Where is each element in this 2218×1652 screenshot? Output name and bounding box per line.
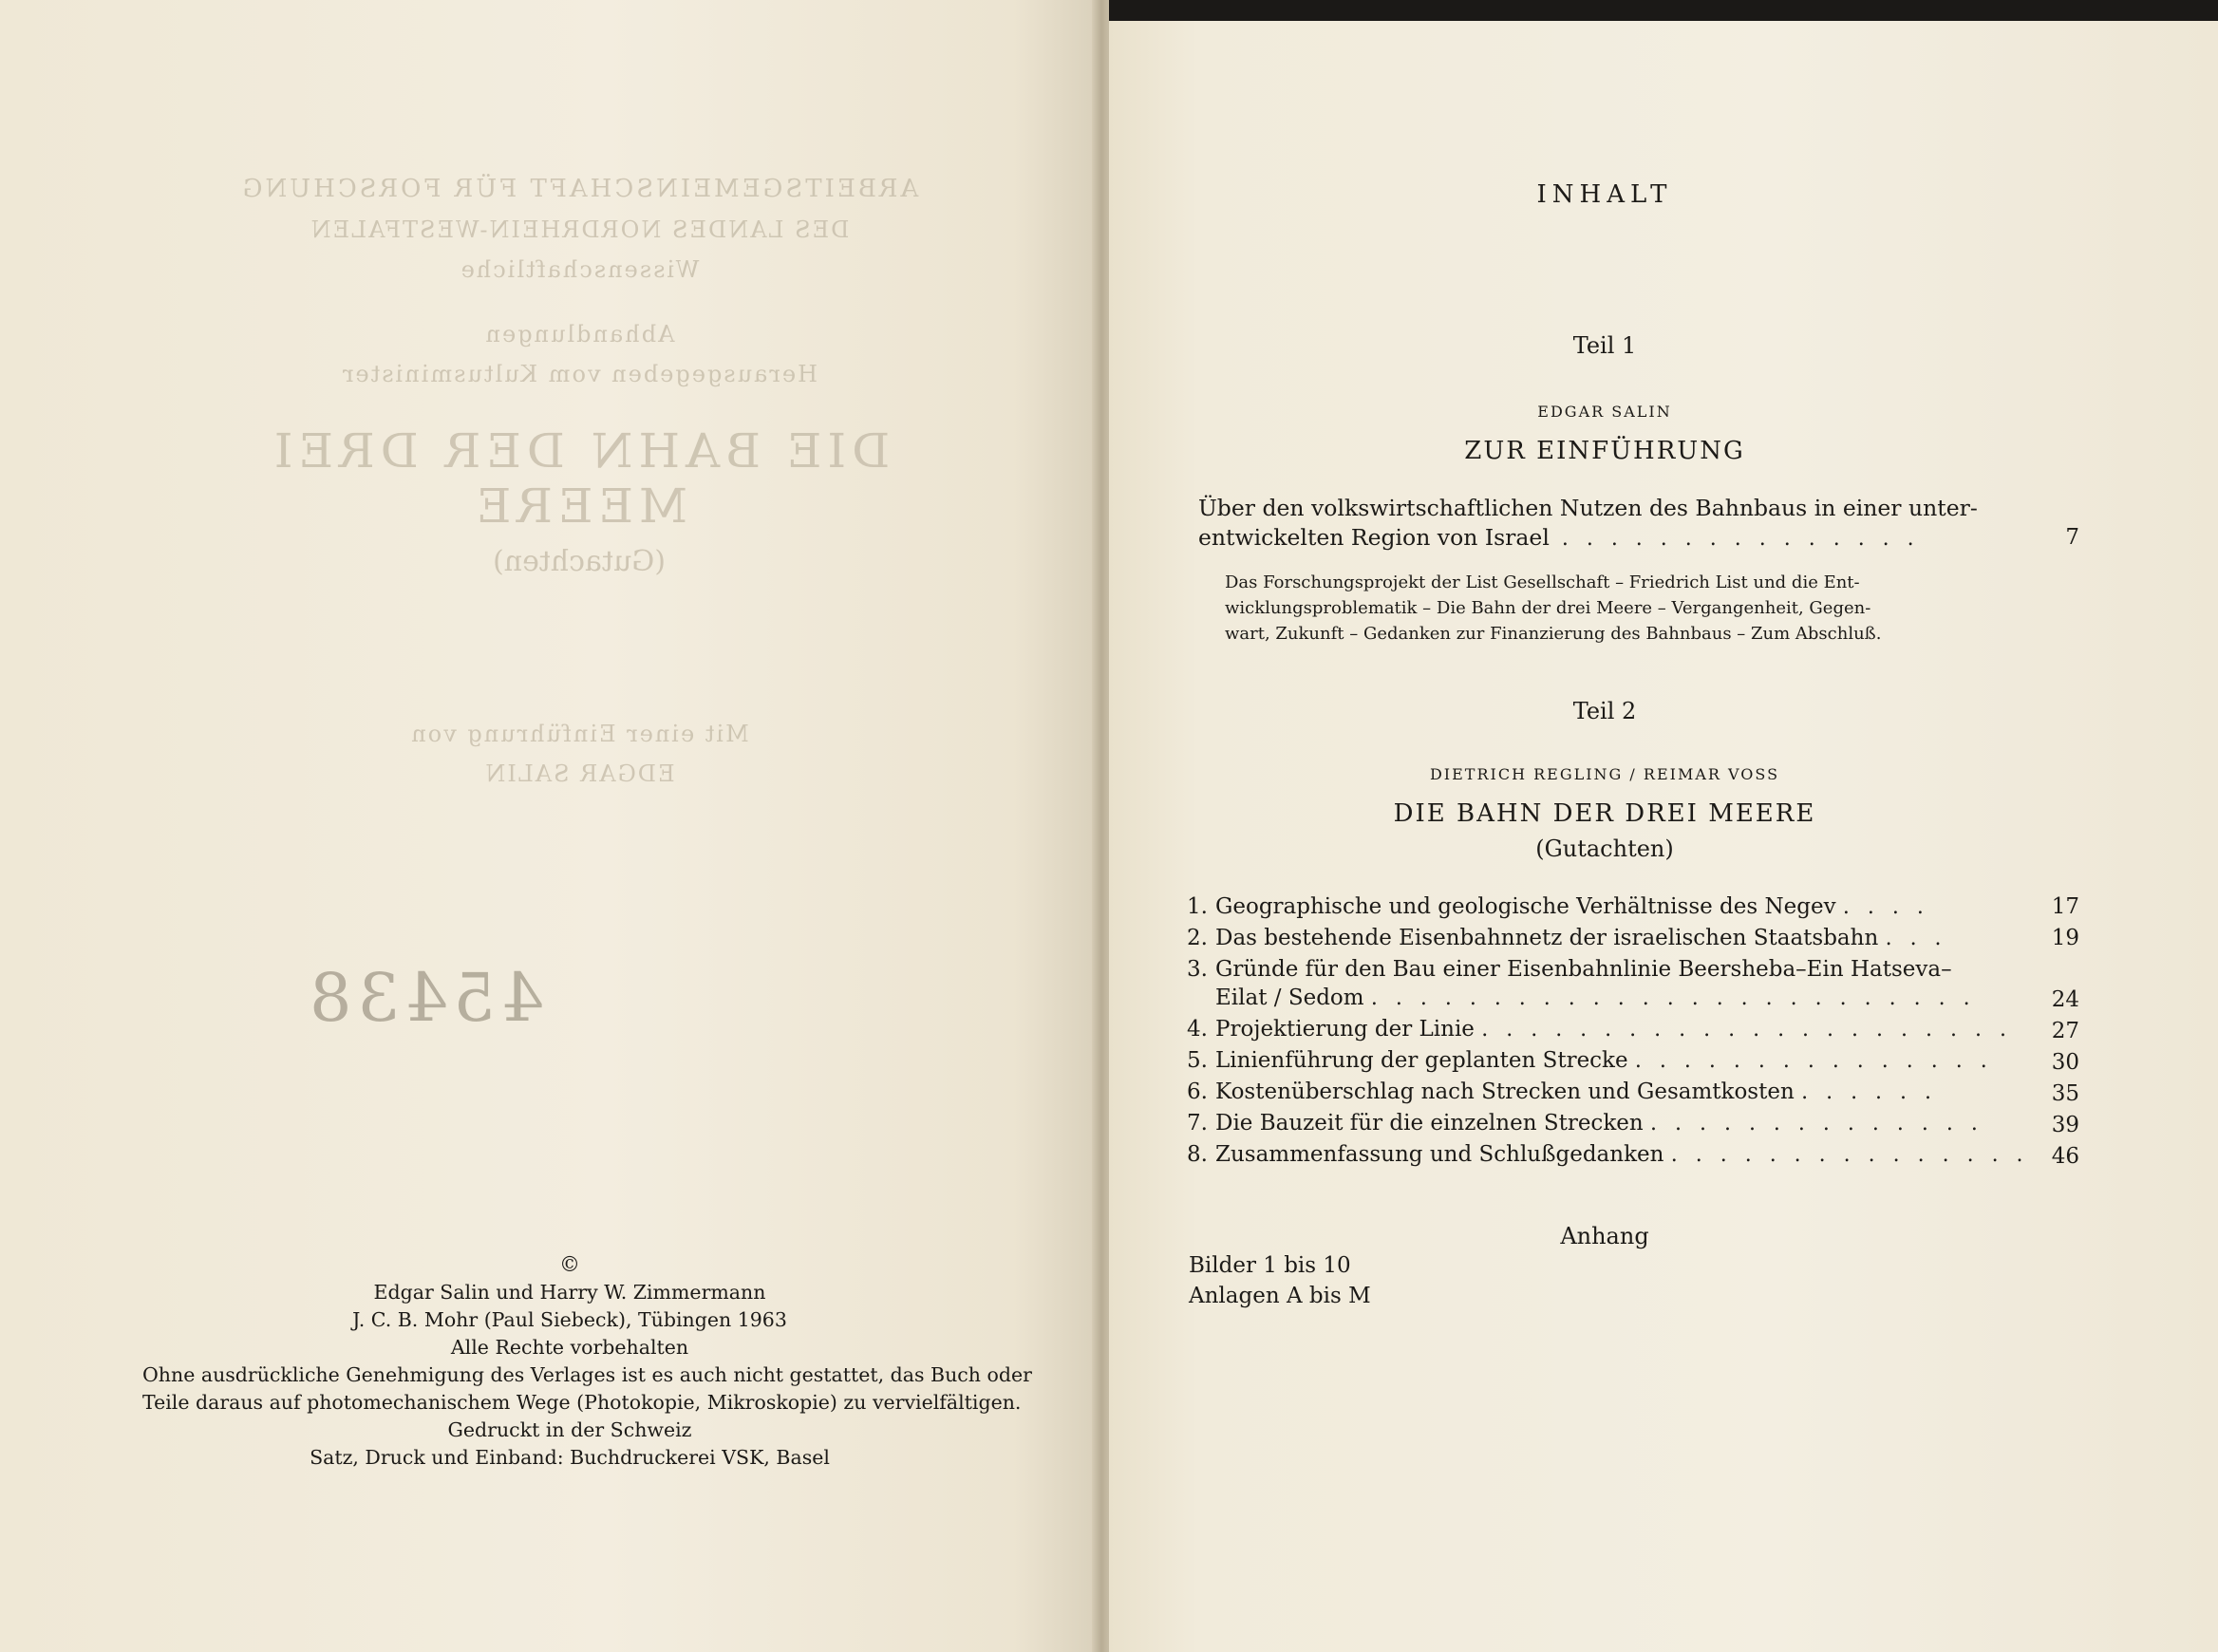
ghost-line-1: ARBEITSGEMEINSCHAFT FÜR FORSCHUNG [239,175,919,203]
toc-item-text: Eilat / Sedom [1215,986,1364,1010]
toc-item-text: Das bestehende Eisenbahnnetz der israelischen Staatsbahn [1215,926,1879,950]
imprint-printed: Gedruckt in der Schweiz [447,1418,692,1441]
ghost-line-2: DES LANDES NORDRHEIN-WESTFALEN [309,216,850,243]
part1-summary-line2: wicklungsproblematik – Die Bahn der drei Meere – Vergangenheit, Gegen- [1225,598,1871,618]
appendix-label: Anhang [1560,1223,1649,1249]
imprint-block [142,1251,1032,1472]
scan-background [1109,0,2218,23]
leader-dots: . . . . . . . . . . . . . . . . . . . . . . [1481,1018,2012,1042]
ghost-line-4: Abhandlungen [483,321,675,347]
ghost-title: DIE BAHN DER DREI MEERE [268,423,891,534]
part1-summary-line1: Das Forschungsprojekt der List Gesellschaft – Friedrich List und die Ent- [1225,573,1860,592]
appendix-line-2: Anlagen A bis M [1189,1284,1371,1308]
part2-label: Teil 2 [1572,698,1637,724]
toc-item-3: 3. Gründe für den Bau einer Eisenbahnlinie Beersheba–Ein Hatseva– [1187,957,1952,982]
toc-item-text: Geographische und geologische Verhältnisse des Negev [1215,894,1836,919]
leader-dots: . . . [1885,927,1947,950]
part1-summary-line3: wart, Zukunft – Gedanken zur Finanzierung des Bahnbaus – Zum Abschluß. [1225,624,1882,644]
toc-item-1-page: 17 [2051,894,2079,919]
left-page [0,0,1101,1652]
ghost-line-3: Wissenschaftliche [459,256,700,283]
show-through-text [152,161,1006,800]
imprint-notice-1: Ohne ausdrückliche Genehmigung des Verlages ist es auch nicht gestattet, das Buch oder [142,1363,1032,1386]
imprint-publisher: J. C. B. Mohr (Paul Siebeck), Tübingen 1963 [352,1308,787,1331]
appendix-line-1: Bilder 1 bis 10 [1189,1253,1351,1278]
toc-item-7-page: 39 [2051,1113,2079,1137]
toc-item-2: 2. Das bestehende Eisenbahnnetz der israelischen Staatsbahn . . . [1187,926,1947,950]
library-stamp: 45438 [304,959,544,1037]
leader-dots: . . . . . . . . . . . . . . . [1549,527,1920,551]
part2-authors: DIETRICH REGLING / REIMAR VOSS [1429,765,1780,783]
imprint-notice-2: Teile daraus auf photomechanischem Wege (Photokopie, Mikroskopie) zu vervielfältigen. [142,1391,1022,1414]
part2-subtitle: (Gutachten) [1535,835,1674,862]
toc-item-text: Projektierung der Linie [1215,1017,1475,1042]
toc-item-4: 4. Projektierung der Linie . . . . . . . . . . . . . . . . . . . . . . [1187,1017,2012,1042]
part1-entry-line2 [1198,523,1920,554]
leader-dots: . . . . . . . . . . . . . . [1650,1112,1983,1136]
toc-item-text: Die Bauzeit für die einzelnen Strecken [1215,1111,1644,1136]
toc-item-6-page: 35 [2051,1081,2079,1106]
part1-entry-text: entwickelten Region von Israel [1198,524,1550,551]
leader-dots: . . . . . . . . . . . . . . . [1670,1143,2029,1167]
part1-entry-line1: Über den volkswirtschaftlichen Nutzen des Bahnbaus in einer unter- [1198,495,1978,521]
toc-item-1: 1. Geographische und geologische Verhältnisse des Negev . . . . [1187,894,1929,919]
part1-author: EDGAR SALIN [1537,403,1672,421]
leader-dots: . . . . . . [1801,1080,1938,1104]
toc-item-3-cont [1215,986,1976,1010]
ghost-line-7: EDGAR SALIN [483,760,675,787]
part1-label: Teil 1 [1572,332,1637,359]
toc-item-5-page: 30 [2051,1050,2079,1075]
leader-dots: . . . . . . . . . . . . . . . . . . . . . . . . . [1370,986,1976,1010]
part2-title: DIE BAHN DER DREI MEERE [1393,799,1816,828]
toc-item-8: 8. Zusammenfassung und Schlußgedanken . . . . . . . . . . . . . . . [1187,1142,2029,1167]
imprint-authors: Edgar Salin und Harry W. Zimmermann [373,1281,766,1304]
ghost-line-5: Herausgegeben vom Kultusminister [340,361,818,387]
ghost-subtitle: (Gutachten) [493,545,666,578]
imprint-rights: Alle Rechte vorbehalten [450,1336,689,1359]
leader-dots: . . . . . . . . . . . . . . . [1634,1049,1993,1073]
part1-title: ZUR EINFÜHRUNG [1464,437,1745,465]
part1-page-number: 7 [2065,525,2079,550]
toc-item-text: Gründe für den Bau einer Eisenbahnlinie Beersheba–Ein Hatseva– [1215,957,1952,982]
toc-item-text: Zusammenfassung und Schlußgedanken [1215,1142,1664,1167]
toc-item-4-page: 27 [2051,1019,2079,1043]
toc-item-text: Linienführung der geplanten Strecke [1215,1048,1628,1073]
toc-item-8-page: 46 [2051,1144,2079,1169]
toc-item-2-page: 19 [2051,926,2079,950]
ghost-line-6: Mit einer Einführung von [409,721,749,747]
toc-item-3-page: 24 [2051,987,2079,1012]
contents-heading: INHALT [1536,180,1673,209]
toc-item-6: 6. Kostenüberschlag nach Strecken und Gesamtkosten . . . . . . [1187,1079,1938,1104]
toc-item-5: 5. Linienführung der geplanten Strecke . . . . . . . . . . . . . . . [1187,1048,1993,1073]
imprint-printer: Satz, Druck und Einband: Buchdruckerei VSK, Basel [310,1446,830,1469]
leader-dots: . . . . [1842,895,1929,919]
toc-item-7: 7. Die Bauzeit für die einzelnen Strecken . . . . . . . . . . . . . . [1187,1111,1983,1136]
copyright-symbol: © [559,1253,580,1277]
toc-item-text: Kostenüberschlag nach Strecken und Gesamtkosten [1215,1079,1795,1104]
